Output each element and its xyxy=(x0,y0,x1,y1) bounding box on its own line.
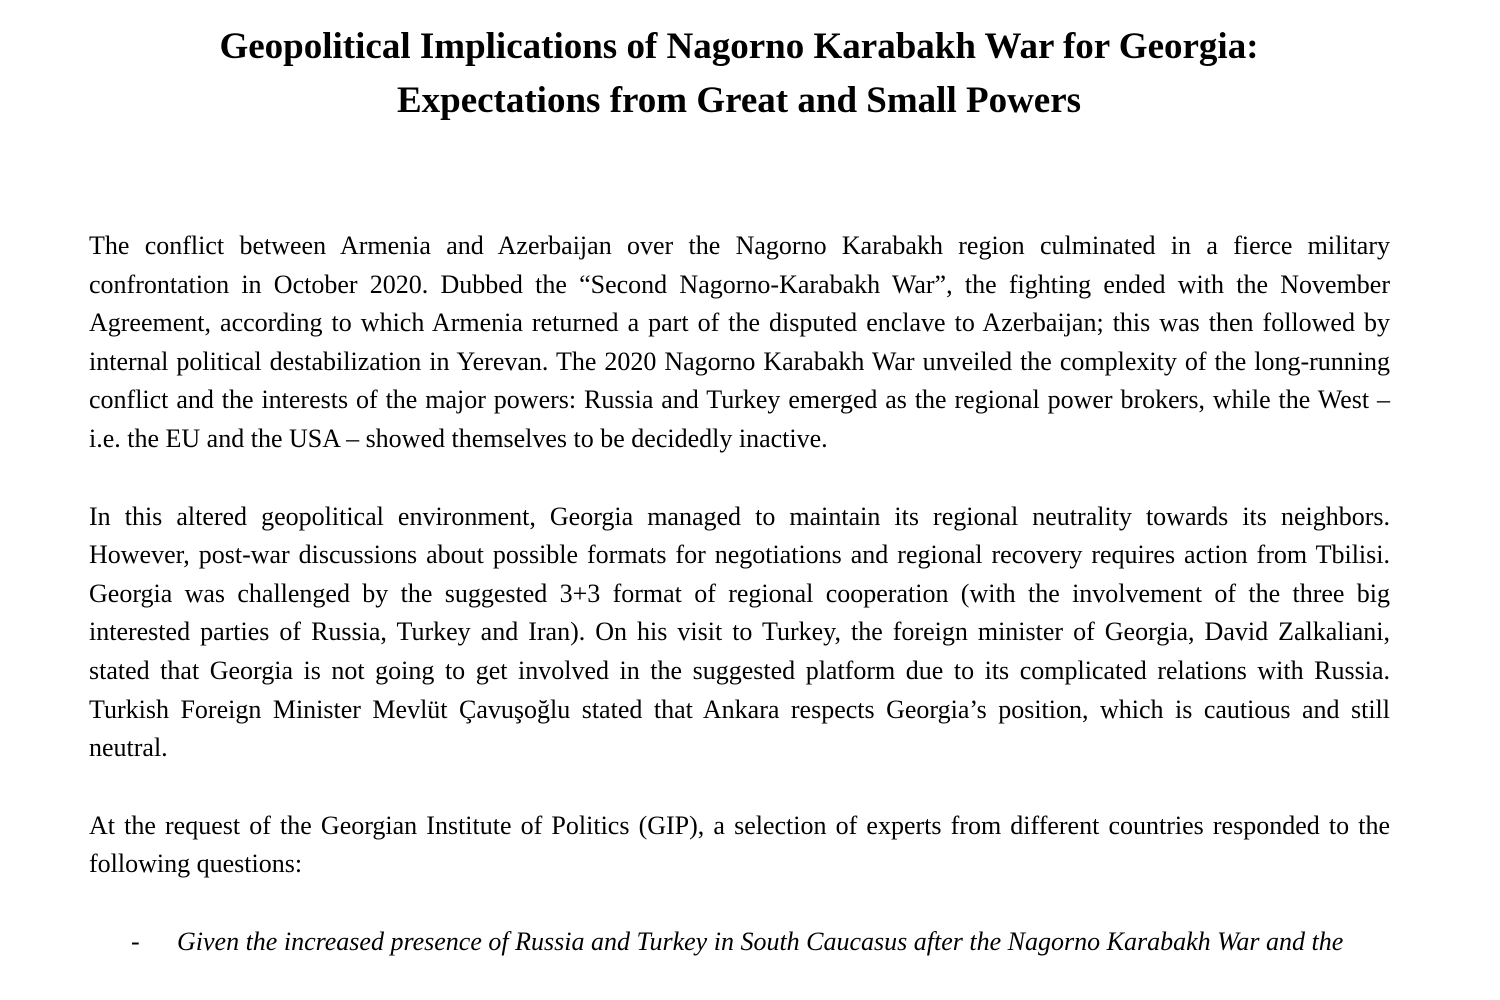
question-text: Given the increased presence of Russia and Turkey in South Caucasus after the Nagorno Karabakh War and the xyxy=(177,926,1344,956)
bullet-dash: - xyxy=(131,926,140,956)
document-title xyxy=(0,20,1478,128)
title-line-2: Expectations from Great and Small Powers xyxy=(396,80,1082,121)
paragraph-expert-request: At the request of the Georgian Institute of Politics (GIP), a selection of experts from different countries responded to the following questions: xyxy=(89,810,1390,879)
document-body xyxy=(89,227,1390,962)
paragraph-intro: The conflict between Armenia and Azerbaijan over the Nagorno Karabakh region culminated in a fierce military confrontation in October 2020. Dubbed the “Second Nagorno-Karabakh War”, the fighting ended with the November Agreement, according to which Armenia returned a part of the disputed enclave to Azerbaijan; this was then followed by internal political destabilization in Yerevan. The 2020 Nagorno Karabakh War unveiled the complexity of the long-running conflict and the interests of the major powers: Russia and Turkey emerged as the regional power brokers, while the West – i.e. the EU and the USA – showed themselves to be decidedly inactive. xyxy=(89,231,1390,453)
question-item xyxy=(89,923,1390,962)
title-line-1: Geopolitical Implications of Nagorno Karabakh War for Georgia: xyxy=(219,26,1259,67)
question-list xyxy=(89,923,1390,962)
paragraph-georgia-neutrality: In this altered geopolitical environment, Georgia managed to maintain its regional neutrality towards its neighbors. However, post-war discussions about possible formats for negotiations and regional recovery requires action from Tbilisi. Georgia was challenged by the suggested 3+3 format of regional cooperation (with the involvement of the three big interested parties of Russia, Turkey and Iran). On his visit to Turkey, the foreign minister of Georgia, David Zalkaliani, stated that Georgia is not going to get involved in the suggested platform due to its complicated relations with Russia. Turkish Foreign Minister Mevlüt Çavuşoğlu stated that Ankara respects Georgia’s position, which is cautious and still neutral. xyxy=(89,501,1390,763)
